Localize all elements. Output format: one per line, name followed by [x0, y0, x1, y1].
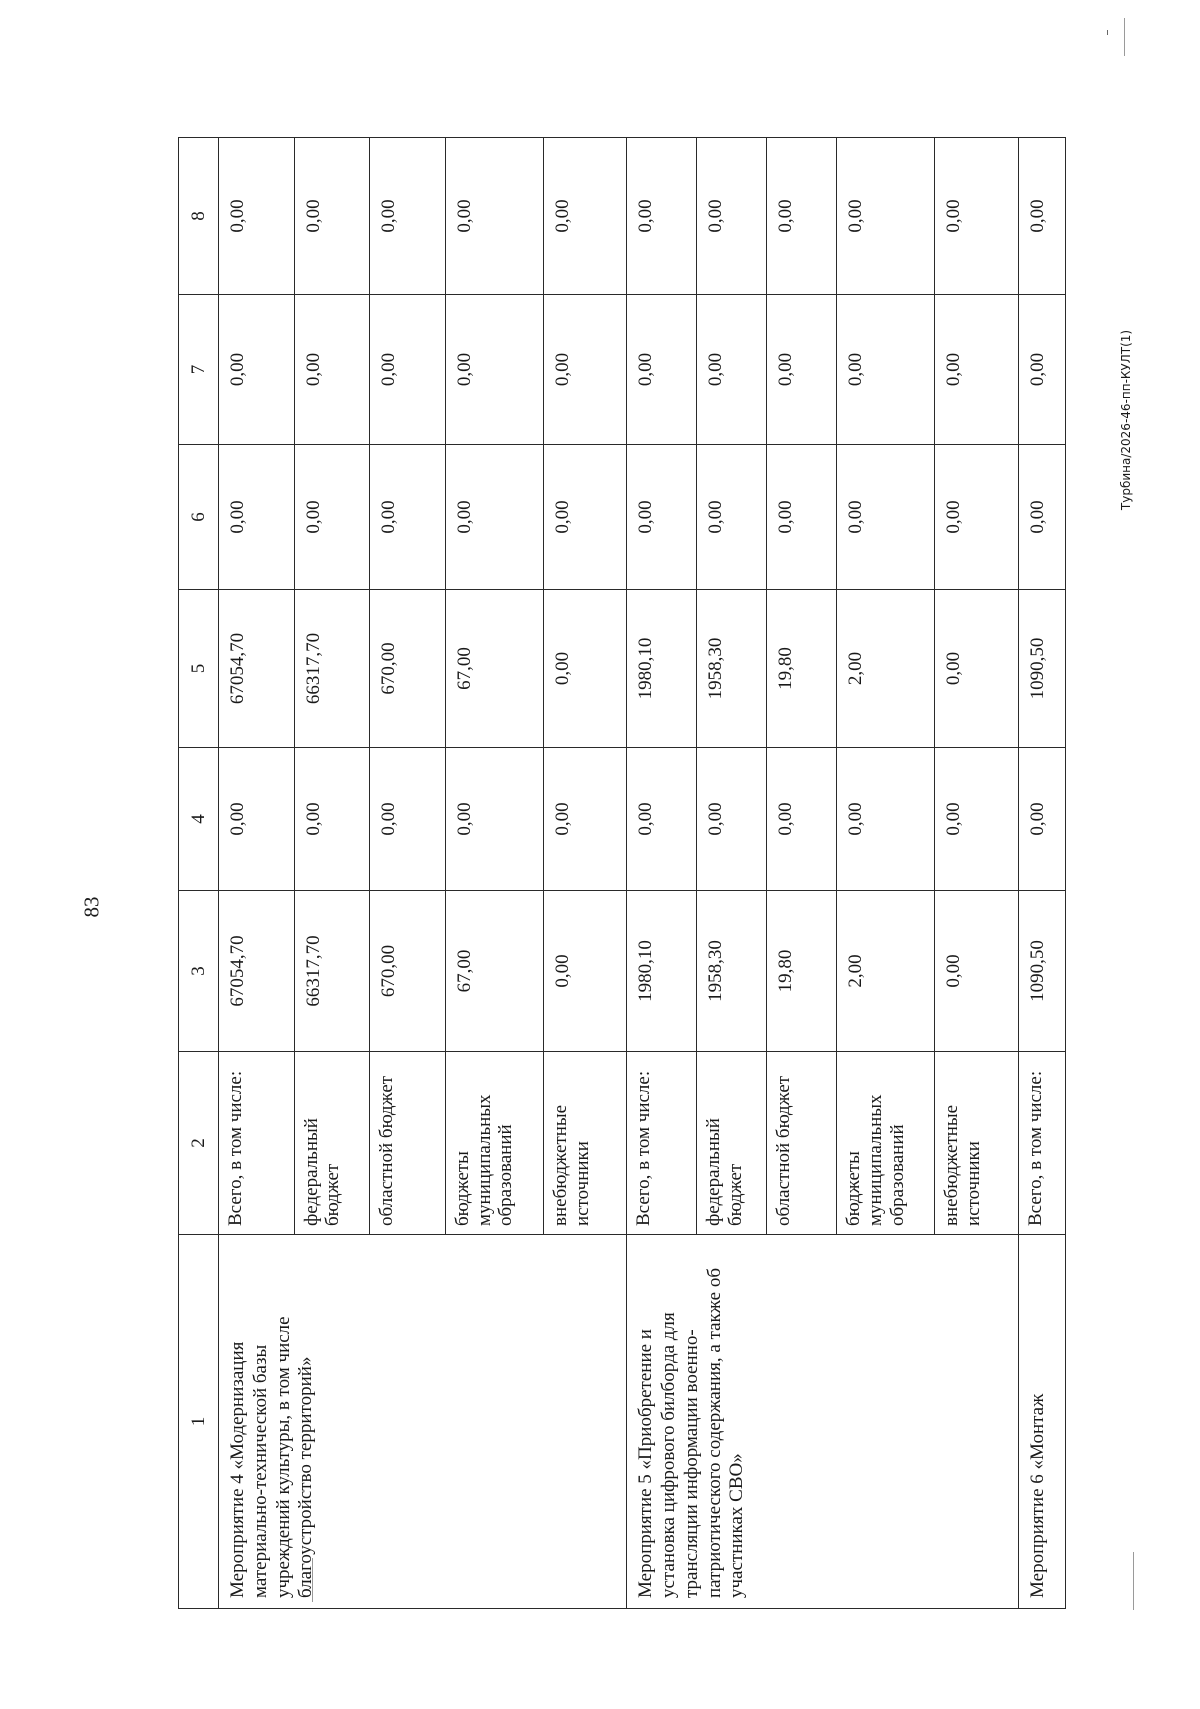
amount-cell: 0,00: [627, 445, 697, 590]
amount-cell: 1090,50: [1018, 891, 1065, 1052]
amount-cell: 0,00: [627, 748, 697, 891]
column-header: 5: [179, 590, 219, 748]
event-title-cell: Мероприятие 5 «Приобретение и установка цифрового билборда для трансляции информации военно-патриотического содержания, а также об участниках СВО»: [627, 1235, 1018, 1609]
funding-source-cell: Всего, в том числе:: [627, 1052, 697, 1235]
amount-cell: 19,80: [767, 590, 837, 748]
amount-cell: 0,00: [837, 295, 935, 445]
amount-cell: 0,00: [697, 748, 767, 891]
amount-cell: 0,00: [1018, 138, 1065, 295]
page-number: 83: [79, 896, 104, 918]
amount-cell: 0,00: [837, 748, 935, 891]
amount-cell: 0,00: [1018, 295, 1065, 445]
document-reference: Турбина/2026-46-пп-КУЛТ(1): [1119, 329, 1133, 511]
amount-cell: 0,00: [697, 138, 767, 295]
funding-source-cell: бюджеты муниципальных образований: [837, 1052, 935, 1235]
amount-cell: 0,00: [294, 748, 370, 891]
amount-cell: 0,00: [767, 138, 837, 295]
table-row: [627, 138, 697, 1609]
amount-cell: 0,00: [767, 295, 837, 445]
amount-cell: 0,00: [219, 138, 295, 295]
amount-cell: 0,00: [627, 295, 697, 445]
amount-cell: 1958,30: [697, 891, 767, 1052]
amount-cell: 1958,30: [697, 590, 767, 748]
amount-cell: 66317,70: [294, 590, 370, 748]
amount-cell: 2,00: [837, 891, 935, 1052]
funding-source-cell: областной бюджет: [767, 1052, 837, 1235]
amount-cell: 0,00: [543, 590, 626, 748]
amount-cell: 0,00: [219, 445, 295, 590]
amount-cell: 0,00: [294, 445, 370, 590]
funding-source-cell: Всего, в том числе:: [219, 1052, 295, 1235]
amount-cell: 0,00: [543, 138, 626, 295]
amount-cell: 1980,10: [627, 590, 697, 748]
funding-source-cell: внебюджетные источники: [543, 1052, 626, 1235]
amount-cell: 670,00: [370, 590, 446, 748]
amount-cell: 0,00: [935, 748, 1018, 891]
column-header: 7: [179, 295, 219, 445]
amount-cell: 0,00: [837, 445, 935, 590]
amount-cell: 0,00: [837, 138, 935, 295]
amount-cell: 0,00: [294, 295, 370, 445]
amount-cell: 0,00: [370, 445, 446, 590]
amount-cell: 0,00: [935, 295, 1018, 445]
amount-cell: 2,00: [837, 590, 935, 748]
amount-cell: 0,00: [543, 295, 626, 445]
amount-cell: 0,00: [219, 295, 295, 445]
amount-cell: 67054,70: [219, 891, 295, 1052]
amount-cell: 0,00: [935, 590, 1018, 748]
amount-cell: 0,00: [370, 748, 446, 891]
amount-cell: 0,00: [445, 748, 543, 891]
amount-cell: 0,00: [697, 295, 767, 445]
table-body: [219, 138, 1066, 1609]
column-header: 1: [179, 1235, 219, 1609]
amount-cell: 0,00: [543, 748, 626, 891]
amount-cell: 0,00: [445, 138, 543, 295]
event-title-cell: Мероприятие 6 «Монтаж: [1018, 1235, 1065, 1609]
scan-line: [1133, 1552, 1134, 1610]
amount-cell: 670,00: [370, 891, 446, 1052]
amount-cell: 0,00: [219, 748, 295, 891]
amount-cell: 0,00: [445, 295, 543, 445]
amount-cell: 0,00: [627, 138, 697, 295]
column-header: 4: [179, 748, 219, 891]
funding-source-cell: областной бюджет: [370, 1052, 446, 1235]
amount-cell: 1980,10: [627, 891, 697, 1052]
funding-source-cell: федеральный бюджет: [294, 1052, 370, 1235]
scan-line: [1124, 18, 1125, 56]
column-header: 8: [179, 138, 219, 295]
table-row: [219, 138, 295, 1609]
column-header: 6: [179, 445, 219, 590]
amount-cell: 0,00: [294, 138, 370, 295]
header-row: [179, 138, 219, 1609]
amount-cell: 0,00: [1018, 445, 1065, 590]
amount-cell: 67054,70: [219, 590, 295, 748]
column-header: 3: [179, 891, 219, 1052]
event-title-cell: Мероприятие 4 «Модернизация материально-технической базы учреждений культуры, в том числе благоустройство территорий»: [219, 1235, 627, 1609]
amount-cell: 1090,50: [1018, 590, 1065, 748]
scan-line: [1107, 30, 1108, 35]
funding-source-cell: Всего, в том числе:: [1018, 1052, 1065, 1235]
amount-cell: 0,00: [370, 138, 446, 295]
amount-cell: 66317,70: [294, 891, 370, 1052]
amount-cell: 0,00: [935, 138, 1018, 295]
amount-cell: 67,00: [445, 891, 543, 1052]
amount-cell: 0,00: [1018, 748, 1065, 891]
amount-cell: 0,00: [370, 295, 446, 445]
amount-cell: 0,00: [767, 445, 837, 590]
amount-cell: 0,00: [935, 891, 1018, 1052]
amount-cell: 67,00: [445, 590, 543, 748]
funding-source-cell: федеральный бюджет: [697, 1052, 767, 1235]
amount-cell: 0,00: [543, 445, 626, 590]
amount-cell: 0,00: [935, 445, 1018, 590]
funding-source-cell: бюджеты муниципальных образований: [445, 1052, 543, 1235]
amount-cell: 0,00: [767, 748, 837, 891]
column-header: 2: [179, 1052, 219, 1235]
amount-cell: 19,80: [767, 891, 837, 1052]
funding-source-cell: внебюджетные источники: [935, 1052, 1018, 1235]
amount-cell: 0,00: [445, 445, 543, 590]
funding-table-container: [178, 138, 1066, 1609]
funding-table: [178, 137, 1066, 1609]
amount-cell: 0,00: [697, 445, 767, 590]
table-row: [1018, 138, 1065, 1609]
amount-cell: 0,00: [543, 891, 626, 1052]
